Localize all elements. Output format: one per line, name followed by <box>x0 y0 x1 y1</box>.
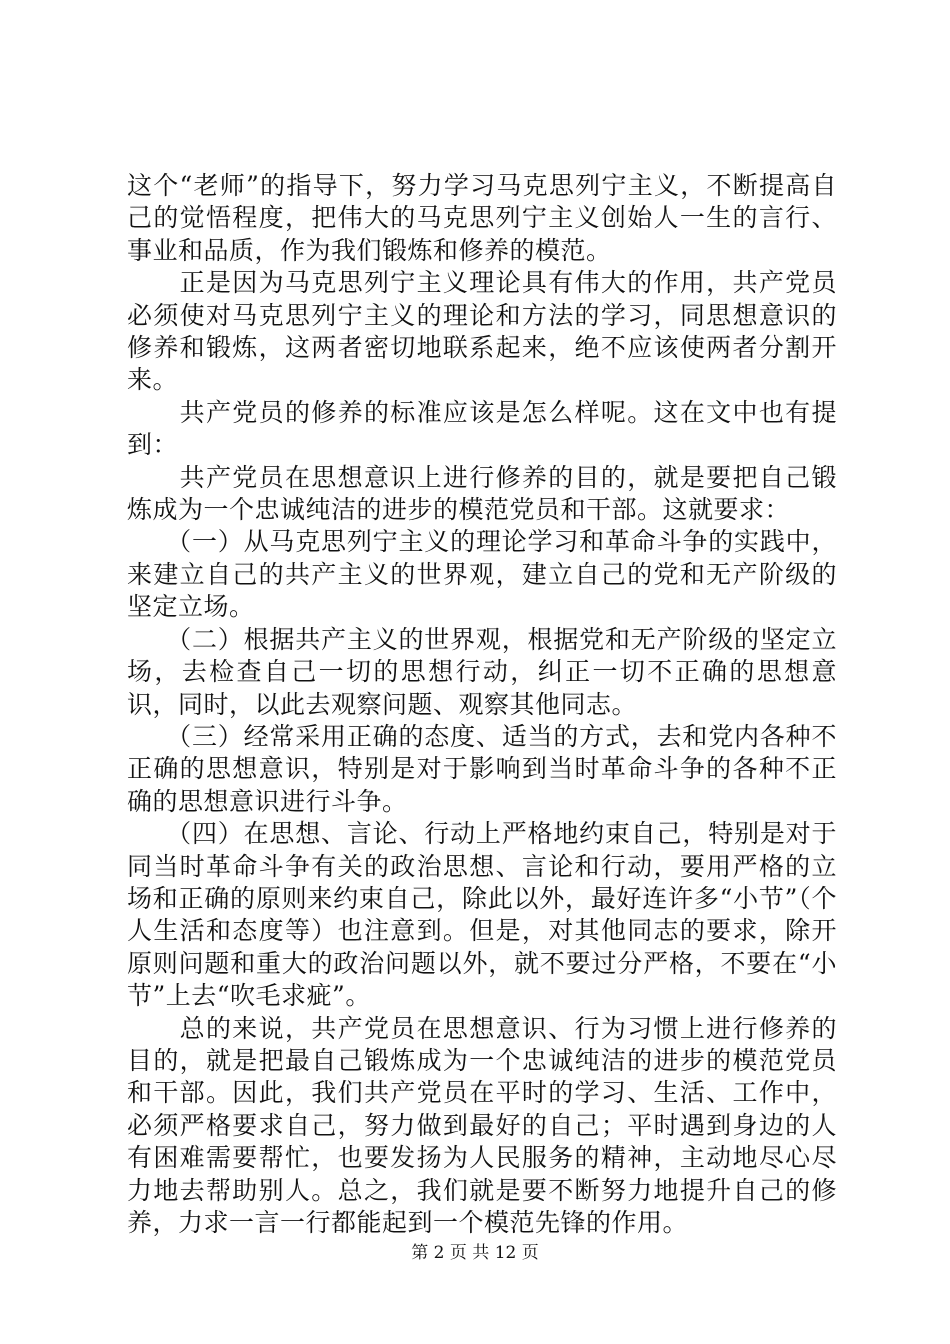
paragraph: 正是因为马克思列宁主义理论具有伟大的作用，共产党员必须使对马克思列宁主义的理论和方法的学习，同思想意识的修养和锻炼，这两者密切地联系起来，绝不应该使两者分割开来。 <box>127 268 837 395</box>
paragraph: 共产党员的修养的标准应该是怎么样呢。这在文中也有提到： <box>127 397 837 460</box>
paragraph: （三）经常采用正确的态度、适当的方式，去和党内各种不正确的思想意识，特别是对于影响到当时革命斗争的各种不正确的思想意识进行斗争。 <box>127 721 837 816</box>
paragraph: （一）从马克思列宁主义的理论学习和革命斗争的实践中，来建立自己的共产主义的世界观，建立自己的党和无产阶级的坚定立场。 <box>127 527 837 622</box>
paragraph: （四）在思想、言论、行动上严格地约束自己，特别是对于同当时革命斗争有关的政治思想、言论和行动，要用严格的立场和正确的原则来约束自己，除此以外，最好连许多“小节”（个人生活和态度等）也注意到。但是，对其他同志的要求，除开原则问题和重大的政治问题以外，就不要过分严格，不要在“小节”上去“吹毛求疵”。 <box>127 819 837 1011</box>
document-body <box>127 170 837 1239</box>
paragraph: 这个“老师”的指导下，努力学习马克思列宁主义，不断提高自己的觉悟程度，把伟大的马克思列宁主义创始人一生的言行、事业和品质，作为我们锻炼和修养的模范。 <box>127 171 837 265</box>
paragraph: （二）根据共产主义的世界观，根据党和无产阶级的坚定立场，去检查自己一切的思想行动，纠正一切不正确的思想意识，同时，以此去观察问题、观察其他同志。 <box>127 624 837 719</box>
page-footer: 第 2 页 共 12 页 <box>411 1243 539 1263</box>
paragraph: 总的来说，共产党员在思想意识、行为习惯上进行修养的目的，就是把最自己锻炼成为一个忠诚纯洁的进步的模范党员和干部。因此，我们共产党员在平时的学习、生活、工作中，必须严格要求自己，努力做到最好的自己；平时遇到身边的人有困难需要帮忙，也要发扬为人民服务的精神，主动地尽心尽力地去帮助别人。总之，我们就是要不断努力地提升自己的修养，力求一言一行都能起到一个模范先锋的作用。 <box>127 1013 837 1237</box>
paragraph: 共产党员在思想意识上进行修养的目的，就是要把自己锻炼成为一个忠诚纯洁的进步的模范党员和干部。这就要求： <box>127 462 837 525</box>
